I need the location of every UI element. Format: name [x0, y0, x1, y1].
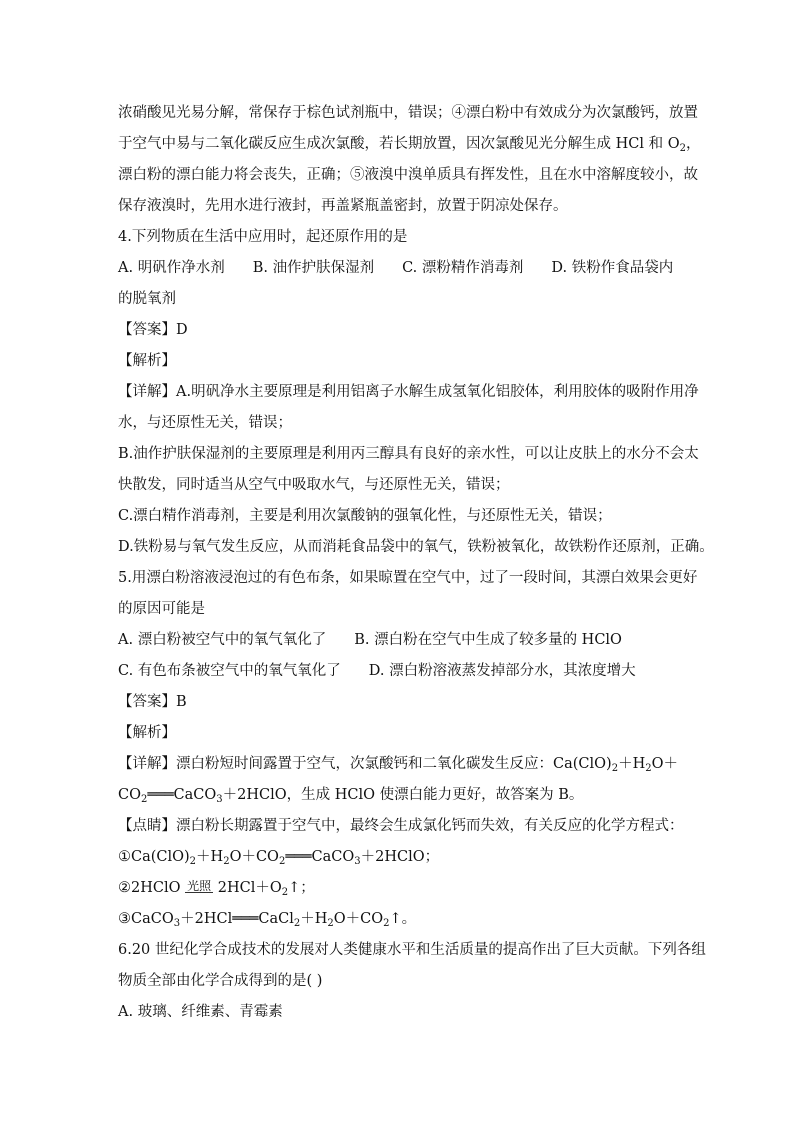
detail-line: 快散发，同时适当从空气中吸取水气，与还原性无关，错误； — [118, 477, 510, 493]
detail-line: $CO_2═══CaCO_3+2HClO$，生成 HClO 使漂白能力更好，故答案为 B。 — [118, 787, 584, 805]
analysis-label: 【解析】 — [118, 725, 176, 741]
text-line: 漂白粉的漂白能力将会丧失，正确；⑤液溴中溴单质具有挥发性，且在水中溶解度较小，故 — [118, 167, 698, 183]
text-line: 保存液溴时，先用水进行液封，再盖紧瓶盖密封，放置于阴凉处保存。 — [118, 198, 568, 214]
question-5-stem: 5.用漂白粉溶液浸泡过的有色布条，如果晾置在空气中，过了一段时间，其漂白效果会更好 — [118, 570, 698, 586]
note-line: 【点睛】漂白粉长期露置于空气中，最终会生成氯化钙而失效，有关反应的化学方程式： — [118, 818, 684, 834]
option-d-continued: 的脱氧剂 — [118, 291, 176, 307]
analysis-label: 【解析】 — [118, 353, 176, 369]
option-b: B. 漂白粉在空气中生成了较多量的 HClO — [354, 632, 622, 648]
question-5-stem-cont: 的原因可能是 — [118, 601, 205, 617]
document-body — [118, 98, 714, 1028]
text-line: 于空气中易与二氧化碳反应生成次氯酸，若长期放置，因次氯酸见光分解生成 HCl 和 $O_2$， — [118, 136, 701, 154]
question-6-stem: 6.20 世纪化学合成技术的发展对人类健康水平和生活质量的提高作出了巨大贡献。下列各组 — [118, 942, 706, 958]
detail-line: 水，与还原性无关，错误； — [118, 415, 292, 431]
question-6-stem-cont: 物质全部由化学合成得到的是( ) — [118, 973, 323, 989]
option-a: A. 漂白粉被空气中的氧气氧化了 — [118, 632, 327, 648]
question-5-options-cd — [118, 656, 678, 687]
question-5-options-ab — [118, 625, 678, 656]
option-c: C. 漂粉精作消毒剂 — [402, 260, 524, 276]
option-d: D. 铁粉作食品袋内 — [551, 260, 674, 276]
option-a: A. 明矾作净水剂 — [118, 260, 225, 276]
text-line: 浓硝酸见光易分解，常保存于棕色试剂瓶中，错误；④漂白粉中有效成分为次氯酸钙，放置 — [118, 105, 698, 121]
option-d: D. 漂白粉溶液蒸发掉部分水，其浓度增大 — [368, 663, 636, 679]
question-6-option-a: A. 玻璃、纤维素、青霉素 — [118, 1004, 283, 1020]
option-b: B. 油作护肤保湿剂 — [252, 260, 375, 276]
equation-1: $①Ca(ClO)_2+H_2O+CO_2═══CaCO_3+2HClO$； — [118, 849, 440, 867]
equation-2: ②2HClO 光照 $2HCl+O_2↑$； — [118, 879, 315, 898]
option-c: C. 有色布条被空气中的氧气氧化了 — [118, 663, 341, 679]
detail-line: C.漂白精作消毒剂，主要是利用次氯酸钠的强氧化性，与还原性无关，错误； — [118, 508, 612, 524]
answer-label: 【答案】D — [118, 322, 188, 338]
question-4-options — [118, 253, 678, 284]
detail-line: 【详解】A.明矾净水主要原理是利用铝离子水解生成氢氧化铝胶体，利用胶体的吸附作用净 — [118, 384, 699, 400]
reaction-condition: 光照 — [187, 879, 212, 893]
answer-label: 【答案】B — [118, 694, 187, 710]
detail-line: B.油作护肤保湿剂的主要原理是利用丙三醇具有良好的亲水性，可以让皮肤上的水分不会太 — [118, 446, 699, 462]
detail-line: 【详解】漂白粉短时间露置于空气，次氯酸钙和二氧化碳发生反应：$Ca(ClO)_2+H_2O+$ — [118, 756, 678, 774]
question-4-stem: 4.下列物质在生活中应用时，起还原作用的是 — [118, 229, 408, 245]
equation-3: $③CaCO_3+2HCl═══CaCl_2+H_2O+CO_2↑$。 — [118, 911, 417, 929]
detail-line: D.铁粉易与氧气发生反应，从而消耗食品袋中的氧气，铁粉被氧化，故铁粉作还原剂，正确。 — [118, 539, 714, 555]
